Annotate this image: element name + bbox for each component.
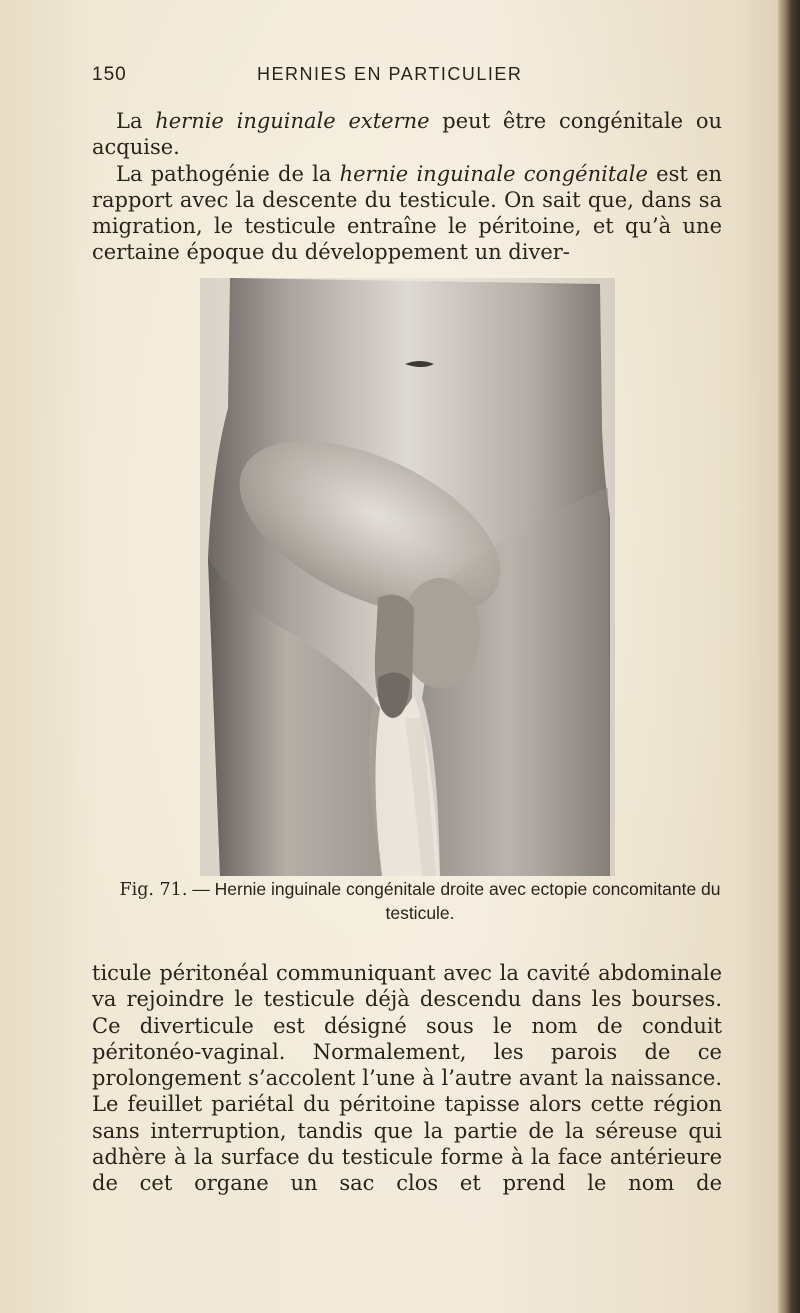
- book-binding-edge: [778, 0, 800, 1313]
- page-number: 150: [92, 64, 127, 85]
- paragraph-text: La pathogénie de la: [116, 161, 340, 186]
- paragraph-hernie-externe: [92, 108, 722, 161]
- running-head-title: HERNIES EN PARTICULIER: [257, 64, 523, 84]
- figure-photograph: [200, 278, 615, 876]
- italic-term: hernie inguinale externe: [155, 109, 430, 133]
- figure-caption: [100, 878, 740, 925]
- anatomical-photo-image: [200, 278, 615, 876]
- paragraph-text: peut être congénitale ou acquise.: [92, 109, 722, 160]
- figure-label: Fig. 71.: [119, 880, 188, 900]
- paragraph-text: est en rapport avec la descente du testicule. On sait que, dans sa migration, le testicule entraîne le péritoine, et qu’à une certaine époque du développement un diver-: [92, 161, 722, 265]
- paragraph-diverticule: ticule péritonéal communiquant avec la cavité abdominale va rejoindre le testicule déjà descendu dans les bourses. Ce diverticule est désigné sous le nom de conduit péritonéo-vaginal. Normalement, les parois de ce prolongement s’accolent l’une à l’autre avant la naissance. Le feuillet pariétal du péritoine tapisse alors cette région sans interruption, tandis que la partie de la séreuse qui adhère à la surface du testicule forme à la face antérieure de cet organe un sac clos et prend le nom de: [92, 961, 722, 1196]
- figure-caption-text: — Hernie inguinale congénitale droite avec ectopie concomitante du testicule.: [187, 879, 721, 923]
- paragraph-pathogenie: [92, 161, 722, 266]
- bottom-text-block: [92, 960, 722, 1197]
- italic-term: hernie inguinale congénitale: [339, 161, 648, 186]
- paragraph-text: La: [116, 109, 156, 133]
- top-text-block: [92, 108, 722, 266]
- running-head: [92, 64, 712, 90]
